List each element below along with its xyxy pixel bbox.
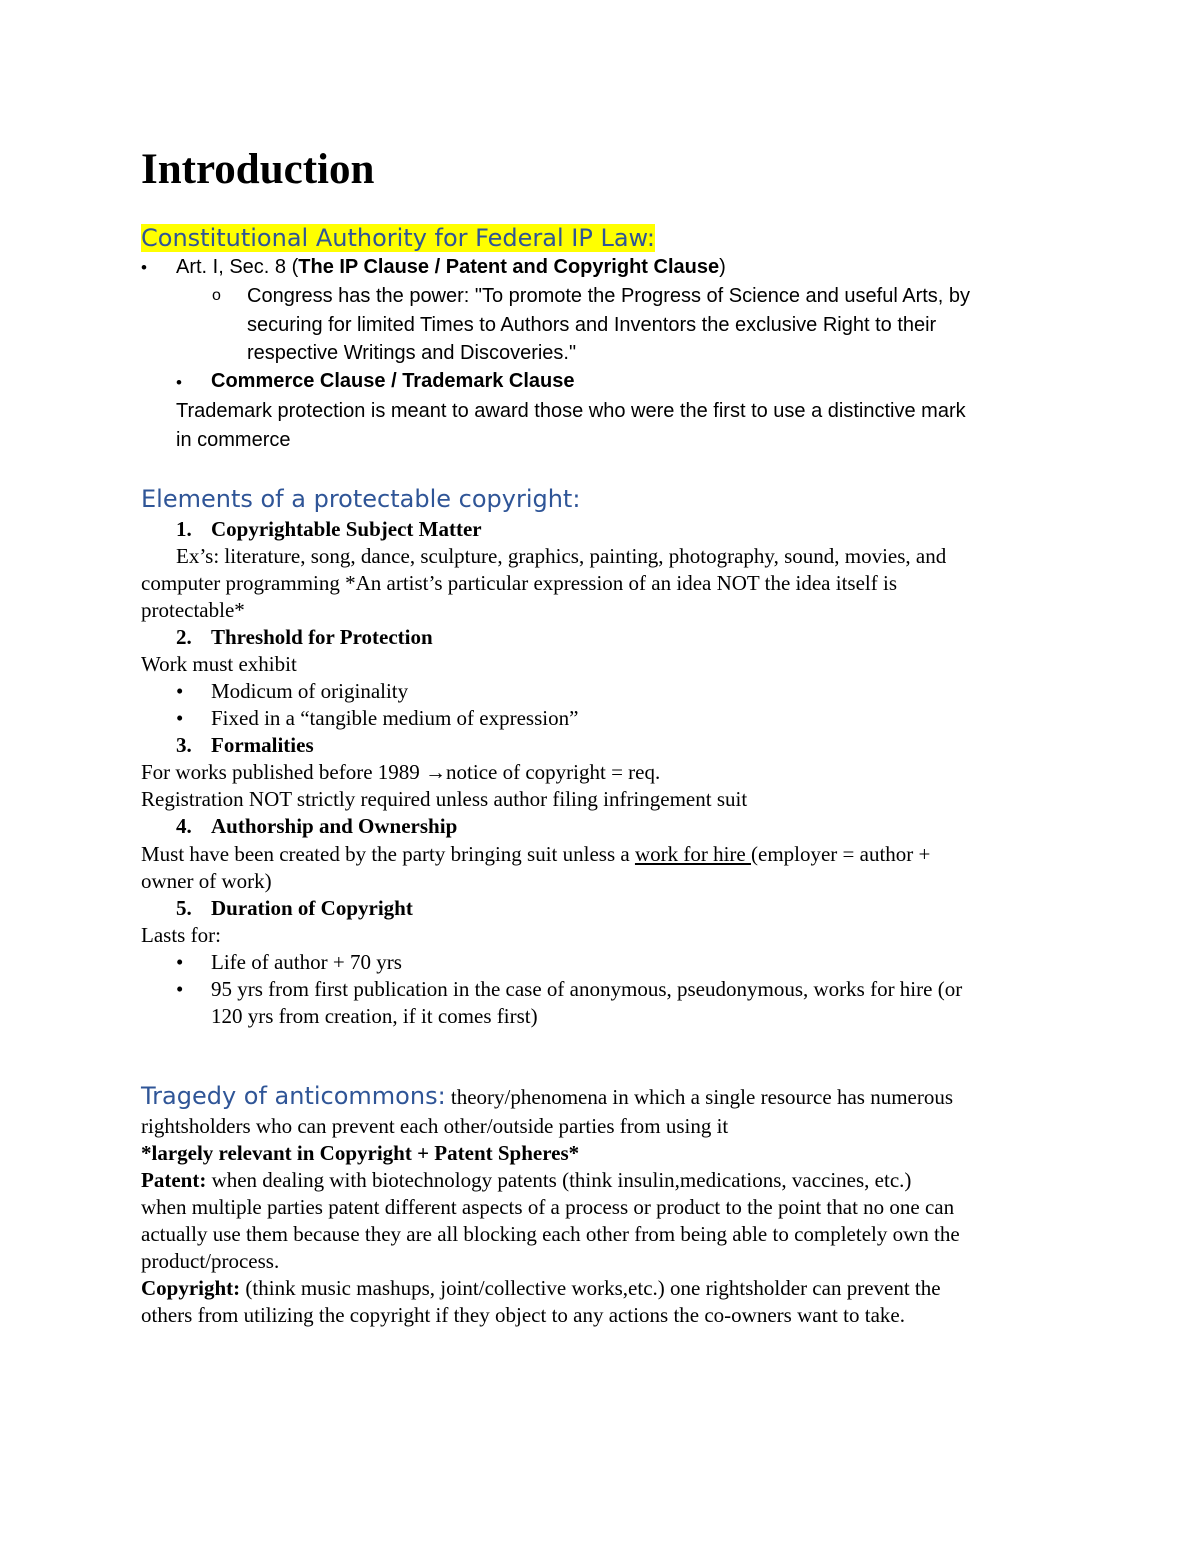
item3-line-1: For works published before 1989 →notice of copyright = req. <box>141 760 661 784</box>
copyright-text-1: (think music mashups, joint/collective works,etc.) one rightsholder can prevent the <box>240 1276 941 1300</box>
ip-clause-name: The IP Clause / Patent and Copyright Clause <box>298 256 720 278</box>
section-heading-constitutional-authority <box>141 224 655 252</box>
item2-intro: Work must exhibit <box>141 652 297 676</box>
list-number: 3. <box>176 733 192 757</box>
quote-line-3: respective Writings and Discoveries." <box>247 342 577 364</box>
item1-line-2: computer programming *An artist’s particular expression of an idea NOT the idea itself is <box>141 571 897 595</box>
trademark-line-2: in commerce <box>176 429 291 451</box>
item4-pre: Must have been created by the party bringing suit unless a <box>141 842 635 866</box>
page-title: Introduction <box>141 146 375 193</box>
item1-title: Copyrightable Subject Matter <box>211 517 482 541</box>
bullet-icon: • <box>176 679 184 703</box>
item5-title: Duration of Copyright <box>211 896 413 920</box>
bullet-icon: • <box>141 258 147 277</box>
item2-bullet-1: Modicum of originality <box>211 679 409 703</box>
copyright-line-2: others from utilizing the copyright if they object to any actions the co-owners want to take. <box>141 1303 905 1327</box>
list-number: 2. <box>176 625 192 649</box>
item4-post: (employer = author + <box>751 842 931 866</box>
patent-line-1 <box>141 1168 911 1193</box>
item4-line-1 <box>141 842 930 867</box>
anticommons-note: *largely relevant in Copyright + Patent Spheres* <box>141 1141 580 1165</box>
item4-title: Authorship and Ownership <box>211 814 458 838</box>
work-for-hire-term: work for hire <box>634 842 751 866</box>
patent-text-1: when dealing with biotechnology patents (think insulin,medications, vaccines, etc.) <box>206 1168 912 1192</box>
anticommons-def-1: theory/phenomena in which a single resource has numerous <box>445 1085 954 1109</box>
patent-line-4: product/process. <box>141 1249 280 1273</box>
item2-title: Threshold for Protection <box>211 625 433 649</box>
anticommons-def-2: rightsholders who can prevent each other/outside parties from using it <box>141 1114 729 1138</box>
art-suffix: ) <box>719 256 726 278</box>
copyright-label: Copyright: <box>141 1276 241 1300</box>
sub-bullet-icon: o <box>212 287 221 304</box>
bullet-icon: • <box>176 977 184 1001</box>
item2-bullet-2: Fixed in a “tangible medium of expression” <box>211 706 579 730</box>
bullet-icon: • <box>176 706 184 730</box>
item1-line-3: protectable* <box>141 598 245 622</box>
anticommons-heading-line <box>141 1082 953 1110</box>
copyright-line-1 <box>141 1276 941 1301</box>
art-i-sec-8-item <box>176 256 726 279</box>
patent-line-2: when multiple parties patent different aspects of a process or product to the point that no one can <box>141 1195 955 1219</box>
list-number: 4. <box>176 814 192 838</box>
art-prefix: Art. I, Sec. 8 ( <box>176 256 299 278</box>
item3-title: Formalities <box>211 733 314 757</box>
quote-line-2: securing for limited Times to Authors and Inventors the exclusive Right to their <box>247 314 937 336</box>
item4-line-2: owner of work) <box>141 869 272 893</box>
section-heading-elements: Elements of a protectable copyright: <box>141 485 581 513</box>
item5-bullet-1: Life of author + 70 yrs <box>211 950 402 974</box>
highlighted-heading: Constitutional Authority for Federal IP Law: <box>141 224 655 252</box>
item5-bullet-2-line-2: 120 yrs from creation, if it comes first) <box>211 1004 538 1028</box>
item1-line-1: Ex’s: literature, song, dance, sculpture, graphics, painting, photography, sound, movies, and <box>176 544 947 568</box>
bullet-icon: • <box>176 373 182 392</box>
item5-intro: Lasts for: <box>141 923 221 947</box>
patent-label: Patent: <box>141 1168 207 1192</box>
list-number: 5. <box>176 896 192 920</box>
quote-line-1: Congress has the power: "To promote the Progress of Science and useful Arts, by <box>247 285 971 307</box>
bullet-icon: • <box>176 950 184 974</box>
section-heading-anticommons: Tragedy of anticommons: <box>141 1082 446 1110</box>
trademark-line-1: Trademark protection is meant to award those who were the first to use a distinctive mark <box>176 400 966 422</box>
item3-line-2: Registration NOT strictly required unless author filing infringement suit <box>141 787 748 811</box>
list-number: 1. <box>176 517 192 541</box>
patent-line-3: actually use them because they are all blocking each other from being able to completely own the <box>141 1222 960 1246</box>
item5-bullet-2-line-1: 95 yrs from first publication in the case of anonymous, pseudonymous, works for hire (or <box>211 977 963 1001</box>
commerce-clause-item: Commerce Clause / Trademark Clause <box>211 370 575 392</box>
